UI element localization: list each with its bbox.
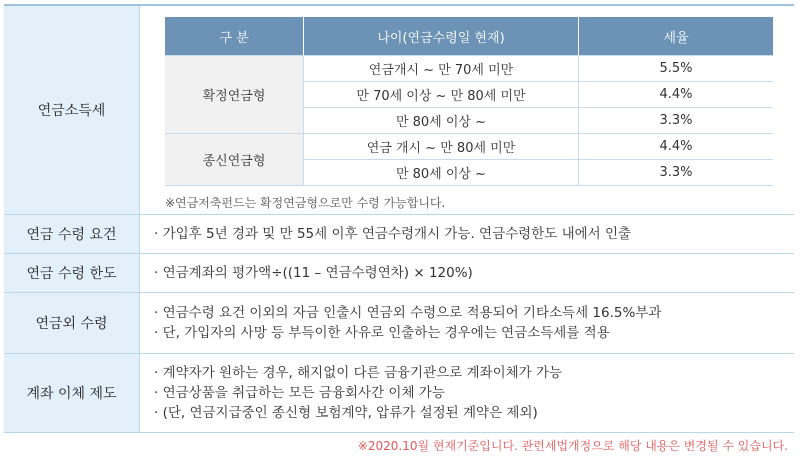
rate-cell: 5.5% [579,56,774,82]
group-name: 확정연금형 [165,56,304,134]
tax-table-header [165,17,773,56]
row-label: 연금 수령 요건 [4,215,140,253]
row-label: 연금외 수령 [4,293,140,353]
row-label: 계좌 이체 제도 [4,354,140,432]
rate-cell: 4.4% [579,134,774,160]
bullet-line: · 연금계좌의 평가액÷((11 – 연금수령연차) × 120%) [154,265,473,281]
bullet-line: · 연금수령 요건 이외의 자금 인출시 연금외 수령으로 적용되어 기타소득세 16.5%부과 [154,305,662,321]
age-cell: 만 80세 이상 ~ [304,160,579,186]
age-cell: 연금 개시 ~ 만 80세 미만 [304,134,579,160]
rate-cell: 3.3% [579,160,774,186]
section-transfer [4,354,794,433]
table-row [165,56,773,82]
tax-rate-table [165,17,773,186]
bullet-line: · 연금상품을 취급하는 모든 금융회사간 이체 가능 [154,385,445,401]
age-cell: 연금개시 ~ 만 70세 미만 [304,56,579,82]
row-label: 연금 수령 한도 [4,254,140,292]
section-pension-income-tax [4,6,794,215]
rate-cell: 3.3% [579,108,774,134]
footer-disclaimer: ※2020.10월 현재기준입니다. 관련세법개정으로 해당 내용은 변경될 수 있습니다. [357,439,788,453]
section-requirements [4,215,794,254]
section-limit [4,254,794,293]
age-cell: 만 80세 이상 ~ [304,108,579,134]
rate-cell: 4.4% [579,82,774,108]
bullet-line: · 단, 가입자의 사망 등 부득이한 사유로 인출하는 경우에는 연금소득세를 적용 [154,325,610,341]
group-name: 종신연금형 [165,134,304,186]
header-category: 구 분 [165,17,304,56]
section-non-pension [4,293,794,354]
bullet-line: · (단, 연금지급중인 종신형 보험계약, 압류가 설정된 계약은 제외) [154,405,538,421]
bullet-line: · 가입후 5년 경과 및 만 55세 이후 연금수령개시 가능. 연금수령한도 내에서 인출 [154,226,632,242]
row-label: 연금소득세 [4,6,140,214]
bullet-line: · 계약자가 원하는 경우, 해지없이 다른 금융기관으로 계좌이체가 가능 [154,365,563,381]
header-rate: 세율 [579,17,774,56]
table-row [165,134,773,160]
table-note: ※연금저축펀드는 확정연금형으로만 수령 가능합니다. [165,196,446,210]
age-cell: 만 70세 이상 ~ 만 80세 미만 [304,82,579,108]
header-age: 나이(연금수령일 현재) [304,17,579,56]
pension-info-table [4,4,794,433]
